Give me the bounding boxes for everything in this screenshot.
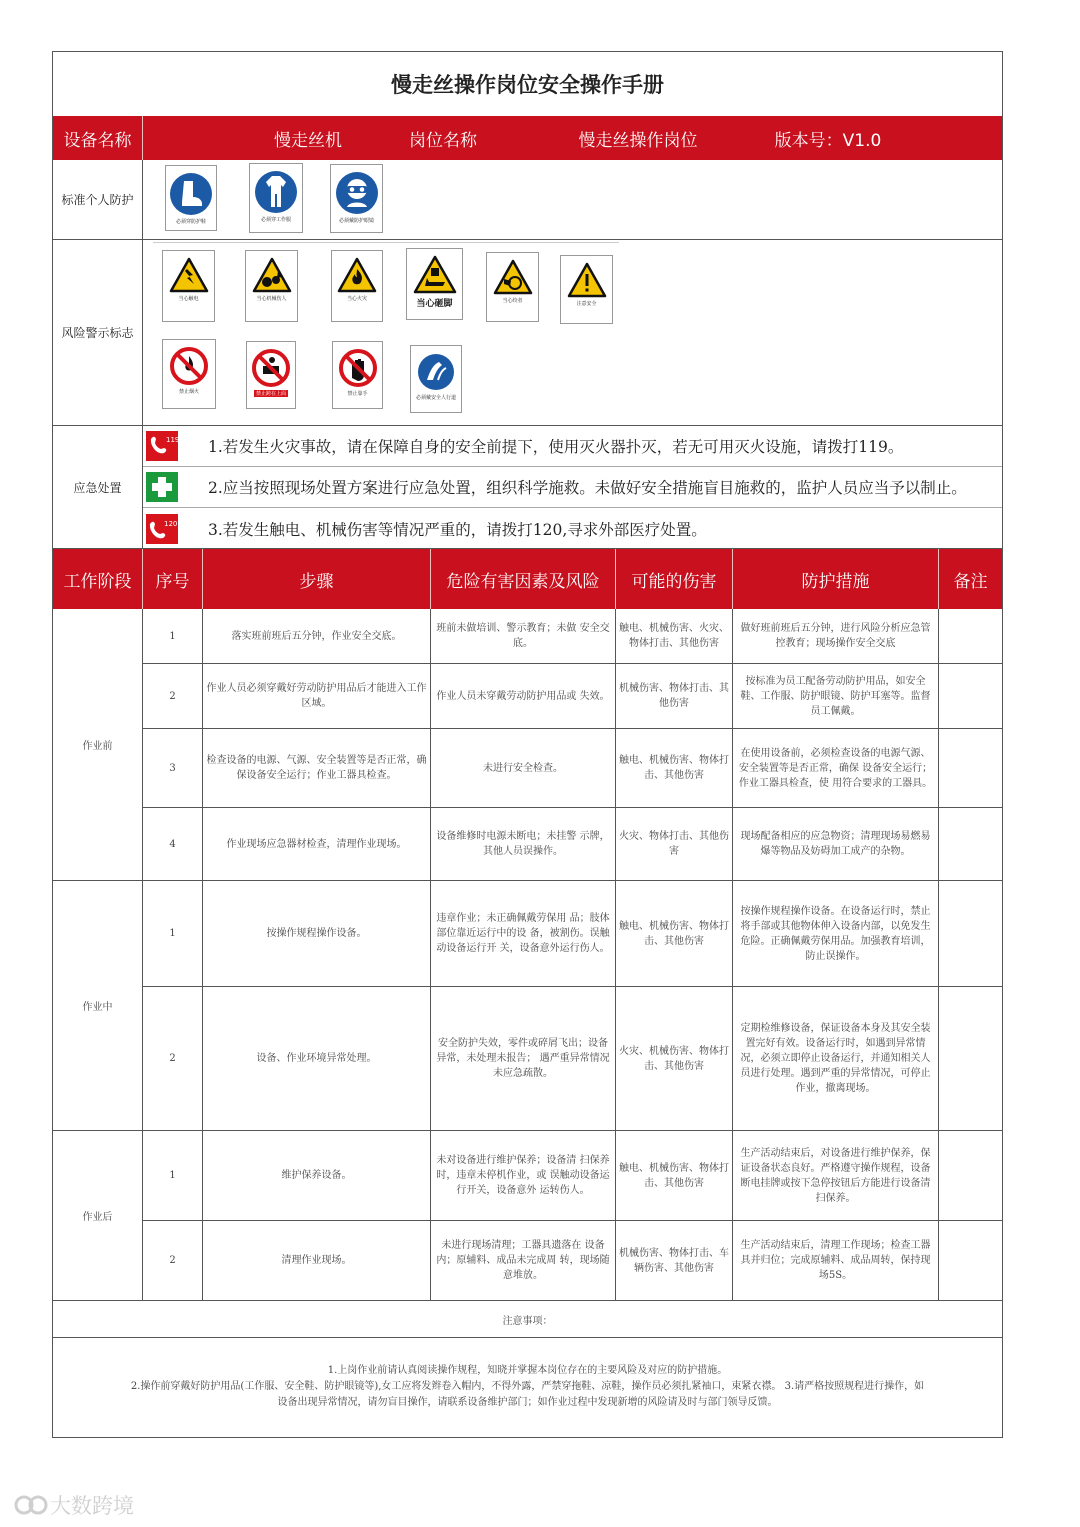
- notes-line-1: 1.上岗作业前请认真阅读操作规程，知晓并掌握本岗位存在的主要风险及对应的防护措施。: [327, 1365, 728, 1376]
- work-clothes-icon: 必须穿工作服: [249, 163, 303, 233]
- divider: [153, 242, 619, 243]
- svg-text:119: 119: [166, 436, 180, 444]
- safety-manual-sheet: [52, 51, 1003, 1438]
- svg-text:120: 120: [164, 519, 178, 528]
- mandatory-sign-icon: 必须戴安全人行道: [410, 345, 462, 413]
- risk-warning-row: [53, 240, 1002, 426]
- col-remark: 备注: [953, 571, 988, 592]
- page-title: 慢走丝操作岗位安全操作手册: [53, 52, 1002, 117]
- emergency-row: [53, 426, 1002, 549]
- stage-after: 作业后: [53, 1131, 143, 1301]
- col-harm: 可能的伤害: [616, 549, 733, 609]
- watermark-logo: [14, 1490, 134, 1520]
- table-row: 1 落实班前班后五分钟，作业安全交底。 班前未做培训、警示教育；未做 安全交底。 触电、机械伤害、火灾、物体打击、其他伤害 做好班前班后五分钟，进行风险分析应急管控教育；现场操作安全交底: [143, 609, 1002, 664]
- emergency-item-1: [143, 426, 1002, 467]
- col-stage: 工作阶段: [53, 549, 143, 609]
- emergency-label: 应急处置: [53, 426, 143, 548]
- notes-body: [53, 1337, 1002, 1437]
- risk-label: 风险警示标志: [53, 240, 143, 425]
- fire-phone-119-icon: [146, 431, 178, 461]
- table-row: 2 作业人员必须穿戴好劳动防护用品后才能进入工作区域。 作业人员未穿戴劳动防护用品或 失效。 机械伤害、物体打击、其他伤害 按标准为员工配备劳动防护用品，如安全鞋、工作服、防护眼镜、防护耳塞等。监督员工佩戴。: [143, 664, 1002, 729]
- no-touching-icon: 禁止靠手: [332, 341, 383, 409]
- notes-line-3: 设备出现异常情况，请勿盲目操作，请联系设备维护部门；如作业过程中发现新增的风险请及时与部门领导反馈。: [277, 1397, 778, 1408]
- watermark-text: 大数跨境: [50, 1494, 134, 1518]
- col-measure: 防护措施: [733, 549, 939, 609]
- electric-shock-warning-icon: 当心触电: [162, 250, 215, 322]
- table-row: 4 作业现场应急器材检查，清理作业现场。 设备维修时电源未断电；未挂警 示牌，其他人员误操作。 火灾、物体打击、其他伤害 现场配备相应的应急物资；清理现场易燃易爆等物品及妨碍加工成产的杂物。: [143, 808, 1002, 881]
- no-fire-icon: 禁止烟火: [162, 339, 216, 409]
- ppe-row: [53, 160, 1002, 240]
- col-hazard: 危险有害因素及风险: [431, 549, 616, 609]
- emergency-item-2: [143, 467, 1002, 508]
- table-row: 2 清理作业现场。 未进行现场清理；工器具遗落在 设备内；原辅料、成品未完成周 转，现场随意堆放。 机械伤害、物体打击、车辆伤害、其他伤害 生产活动结束后，清理工作现场；检查工器具并归位；完成原辅料、成品周转，保持现场5S。: [143, 1221, 1002, 1301]
- notes-line-2: 2.操作前穿戴好防护用品(工作服、安全鞋、防护眼镜等),女工应将发辫卷入帽内，不得外露，严禁穿拖鞋、凉鞋，操作员必须扎紧袖口，束紧衣襟。 3.请严格按照规程进行操作，如: [130, 1381, 925, 1392]
- notes-title: 注意事项：: [53, 1301, 1002, 1338]
- emergency-text-1: 1.若发生火灾事故，请在保障自身的安全前提下，使用灭火器扑灭，若无可用灭火设施，请拨打119。: [208, 438, 904, 456]
- table-row: 1 维护保养设备。 未对设备进行维护保养；设备清 扫保养时，违章未停机作业，或 误触动设备运行开关，设备意外 运转伤人。 触电、机械伤害、物体打击、其他伤害 生产活动结束后，对设备进行维护保养，保证设备状态良好。严格遵守操作规程，设备断电挂牌或按下急停按钮后方能进行设备清扫保养。: [143, 1131, 1002, 1221]
- equip-value: 慢走丝机: [274, 130, 342, 151]
- stage-before: 作业前: [53, 609, 143, 881]
- equip-label: 设备名称: [53, 116, 143, 160]
- emergency-text-3: 3.若发生触电、机械伤害等情况严重的，请拨打120,寻求外部医疗处置。: [208, 520, 707, 539]
- col-step: 步骤: [203, 549, 431, 609]
- table-row: 2 设备、作业环境异常处理。 安全防护失效，零件或碎屑飞出；设备异常，未处理未报告； 遇严重异常情况未应急疏散。 火灾、机械伤害、物体打击、其他伤害 定期检维修设备，保证设备本身及其安全装置完好有效。设备运行时，如遇到异常情况，必须立即停止设备运行，并通知相关人员进行处理。遇到严重的异常情况，可停止作业，撤离现场。: [143, 987, 1002, 1131]
- safety-boots-icon: 必须穿防护鞋: [165, 165, 217, 231]
- first-aid-cross-icon: [146, 472, 178, 502]
- mechanical-injury-warning-icon: 当心机械伤人: [245, 250, 298, 322]
- no-operation-icon: 禁止跨在上面: [246, 341, 296, 409]
- table-header: [53, 549, 1002, 609]
- equipment-header-bar: [53, 116, 1002, 160]
- version-label: 版本号：V1.0: [774, 130, 882, 151]
- emergency-text-2: 2.应当按照现场处置方案进行应急处置，组织科学施救。未做好安全措施盲目施救的，监护人员应当予以制止。: [208, 479, 967, 497]
- col-no: 序号: [143, 549, 203, 609]
- post-value: 慢走丝操作岗位: [578, 130, 698, 151]
- hand-entanglement-warning-icon: 当心绞者: [486, 252, 539, 322]
- ambulance-phone-120-icon: [146, 514, 178, 544]
- watermark-icon: [14, 1494, 50, 1516]
- table-row: 1 按操作规程操作设备。 违章作业；未正确佩戴劳保用 品；肢体部位靠近运行中的设 备，被割伤。误触动设备运行开 关，设备意外运行伤人。 触电、机械伤害、物体打击、其他伤害 按操作规程操作设备。在设备运行时，禁止将手部或其他物体伸入设备内部，以免发生危险。正确佩戴劳保用品。加强教育培训，防止误操作。: [143, 881, 1002, 987]
- ppe-label: 标准个人防护: [53, 160, 143, 239]
- safety-goggles-icon: 必须戴防护眼镜: [330, 164, 383, 233]
- emergency-item-3: [143, 508, 1002, 549]
- stage-during: 作业中: [53, 881, 143, 1131]
- foot-crush-warning-icon: 当心砸脚: [406, 248, 463, 320]
- general-caution-icon: 注意安全: [560, 255, 613, 324]
- post-label: 岗位名称: [409, 130, 477, 151]
- fire-warning-icon: 当心火灾: [331, 250, 383, 322]
- table-row: 3 检查设备的电源、气源、安全装置等是否正常，确保设备安全运行；作业工器具检查。 未进行安全检查。 触电、机械伤害、物体打击、其他伤害 在使用设备前，必须检查设备的电源气源、安全装置等是否正常，确保 设备安全运行；作业工器具检查，使 用符合要求的工器具。: [143, 729, 1002, 808]
